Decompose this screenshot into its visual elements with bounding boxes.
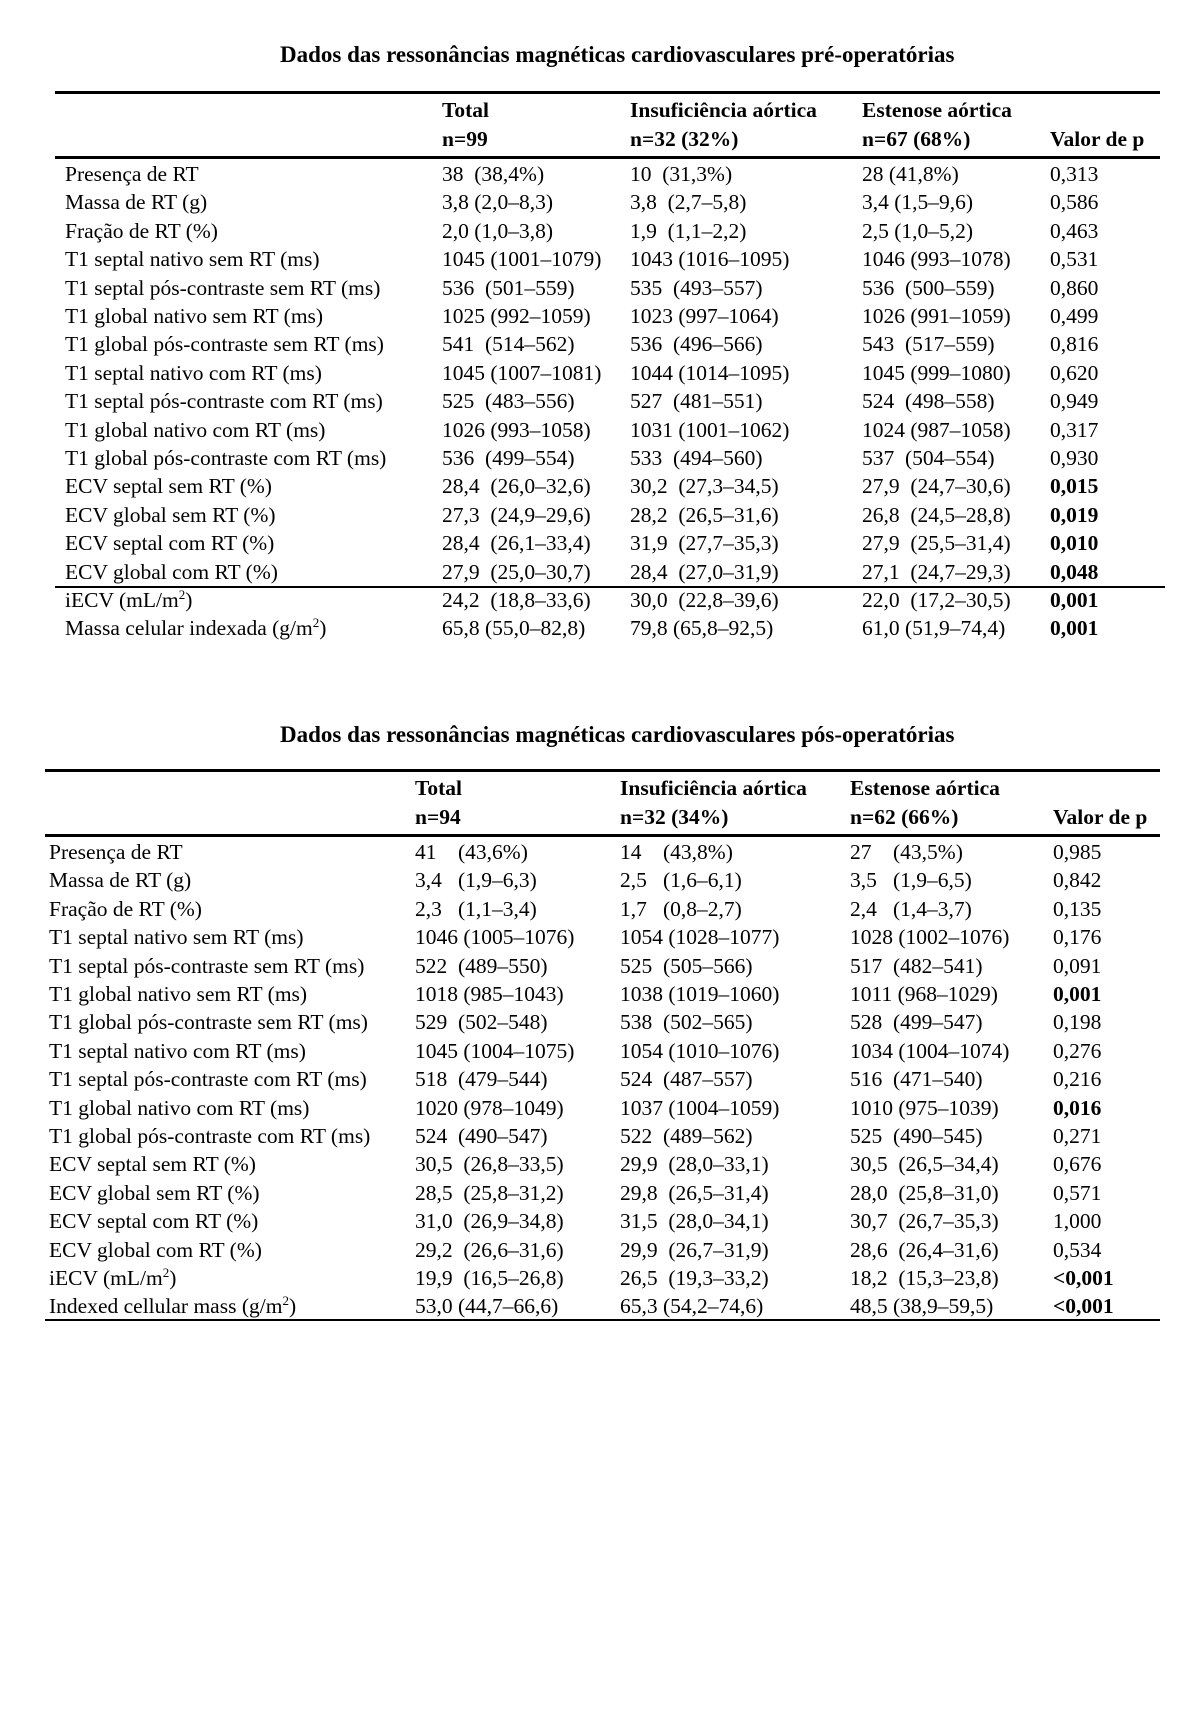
aortic-insufficiency-cell: 536 (496–566) xyxy=(630,332,763,357)
header-aortic-insufficiency-n: n=32 (34%) xyxy=(620,805,729,829)
aortic-stenosis-cell: 30,5 (26,5–34,4) xyxy=(850,1152,999,1177)
aortic-stenosis-cell: 27,9 (25,5–31,4) xyxy=(862,531,1011,556)
table-row xyxy=(0,952,1200,980)
aortic-stenosis-cell: 27,9 (24,7–30,6) xyxy=(862,474,1011,499)
row-label-text: ECV septal com RT (%) xyxy=(65,531,275,556)
aortic-insufficiency-cell: 31,9 (27,7–35,3) xyxy=(630,531,779,556)
table-row xyxy=(0,444,1200,472)
table-row xyxy=(0,245,1200,273)
row-label xyxy=(49,838,183,866)
table-row xyxy=(0,359,1200,387)
aortic-insufficiency-cell: 533 (494–560) xyxy=(630,446,763,470)
aortic-stenosis-cell: 3,5 (1,9–6,5) xyxy=(850,868,972,893)
row-label-text: Fração de RT (%) xyxy=(49,896,202,921)
total-cell: 28,4 (26,1–33,4) xyxy=(442,531,591,556)
top-rule xyxy=(55,91,1160,94)
aortic-stenosis-cell: 525 (490–545) xyxy=(850,1124,983,1148)
p-value-cell: 0,001 xyxy=(1050,588,1099,612)
row-label xyxy=(65,330,384,358)
row-label xyxy=(65,529,274,557)
aortic-stenosis-cell: 537 (504–554) xyxy=(862,446,995,470)
row-label xyxy=(65,416,325,444)
row-label-text: T1 septal nativo sem RT (ms) xyxy=(65,247,320,272)
p-value-cell: 0,198 xyxy=(1053,1010,1102,1035)
total-cell: 2,3 (1,1–3,4) xyxy=(415,896,537,921)
row-label-text: Indexed cellular mass (g/m xyxy=(49,1294,283,1319)
aortic-stenosis-cell: 48,5 (38,9–59,5) xyxy=(850,1294,994,1319)
table-row xyxy=(0,416,1200,444)
aortic-stenosis-cell: 3,4 (1,5–9,6) xyxy=(862,190,974,215)
row-label xyxy=(65,586,192,614)
header-p-value: Valor de p xyxy=(1053,805,1148,829)
table-row xyxy=(0,586,1200,614)
row-label-text: ECV global com RT (%) xyxy=(65,559,278,584)
header-total-n: n=94 xyxy=(415,805,461,829)
total-cell: 2,0 (1,0–3,8) xyxy=(442,218,554,243)
row-label xyxy=(49,895,202,923)
aortic-insufficiency-cell: 3,8 (2,7–5,8) xyxy=(630,190,747,215)
header-aortic-stenosis: Estenose aórtica xyxy=(862,98,1012,122)
row-label-text: T1 septal pós-contraste sem RT (ms) xyxy=(49,953,365,978)
table-row xyxy=(0,529,1200,557)
aortic-insufficiency-cell: 29,9 (28,0–33,1) xyxy=(620,1152,769,1177)
row-label xyxy=(49,1094,309,1122)
row-label xyxy=(49,1008,368,1036)
aortic-stenosis-cell: 1011 (968–1029) xyxy=(850,982,998,1006)
p-value-cell: 0,463 xyxy=(1050,218,1099,243)
p-value-cell: 0,016 xyxy=(1053,1095,1102,1120)
aortic-insufficiency-cell: 65,3 (54,2–74,6) xyxy=(620,1294,764,1319)
top-rule xyxy=(45,769,1160,772)
p-value-cell: 0,313 xyxy=(1050,162,1099,186)
aortic-insufficiency-cell: 28,4 (27,0–31,9) xyxy=(630,559,779,584)
row-label-text: T1 septal pós-contraste com RT (ms) xyxy=(65,389,383,414)
row-label xyxy=(49,1179,260,1207)
p-value-cell: 0,001 xyxy=(1050,616,1099,641)
table-row xyxy=(0,274,1200,302)
total-cell: 41 (43,6%) xyxy=(415,840,528,864)
total-cell: 524 (490–547) xyxy=(415,1124,548,1148)
row-label xyxy=(49,980,307,1008)
aortic-stenosis-cell: 27,1 (24,7–29,3) xyxy=(862,559,1011,584)
header-rule xyxy=(45,834,1160,837)
row-label-text: iECV (mL/m xyxy=(65,588,179,612)
total-cell: 518 (479–544) xyxy=(415,1067,548,1092)
row-label-superscript: 2 xyxy=(282,1293,289,1309)
table-row xyxy=(0,895,1200,923)
table-row xyxy=(0,387,1200,415)
aortic-insufficiency-cell: 1037 (1004–1059) xyxy=(620,1095,780,1120)
aortic-insufficiency-cell: 26,5 (19,3–33,2) xyxy=(620,1266,769,1290)
row-label-text: T1 global nativo com RT (ms) xyxy=(49,1095,310,1120)
row-label xyxy=(65,558,278,586)
aortic-stenosis-cell: 517 (482–541) xyxy=(850,953,983,978)
total-cell: 65,8 (55,0–82,8) xyxy=(442,616,586,641)
total-cell: 522 (489–550) xyxy=(415,953,548,978)
total-cell: 24,2 (18,8–33,6) xyxy=(442,588,591,612)
p-value-cell: 0,816 xyxy=(1050,332,1099,357)
aortic-insufficiency-cell: 1043 (1016–1095) xyxy=(630,247,790,272)
table-row xyxy=(0,1094,1200,1122)
p-value-cell: 0,001 xyxy=(1053,982,1102,1006)
header-aortic-insufficiency: Insuficiência aórtica xyxy=(630,98,817,122)
row-label xyxy=(49,1150,256,1178)
table-row xyxy=(0,1037,1200,1065)
table-row xyxy=(0,188,1200,216)
aortic-stenosis-cell: 1046 (993–1078) xyxy=(862,247,1011,272)
row-label-text: T1 global nativo sem RT (ms) xyxy=(65,304,324,328)
aortic-stenosis-cell: 1034 (1004–1074) xyxy=(850,1038,1010,1063)
total-cell: 3,8 (2,0–8,3) xyxy=(442,190,554,215)
aortic-insufficiency-cell: 28,2 (26,5–31,6) xyxy=(630,502,779,527)
row-label-text: T1 septal nativo sem RT (ms) xyxy=(49,925,304,950)
table-row xyxy=(0,217,1200,245)
aortic-stenosis-cell: 28,0 (25,8–31,0) xyxy=(850,1180,999,1205)
row-label-tail: ) xyxy=(169,1266,177,1290)
p-value-cell: 0,271 xyxy=(1053,1124,1102,1148)
table-row xyxy=(0,160,1200,188)
aortic-stenosis-cell: 26,8 (24,5–28,8) xyxy=(862,502,1011,527)
header-aortic-insufficiency: Insuficiência aórtica xyxy=(620,776,807,800)
row-label-tail: ) xyxy=(288,1294,297,1319)
p-value-cell: 0,860 xyxy=(1050,275,1099,300)
bottom-rule xyxy=(55,586,1165,588)
total-cell: 28,5 (25,8–31,2) xyxy=(415,1180,564,1205)
row-label xyxy=(49,1264,176,1292)
row-label xyxy=(49,1065,367,1093)
table-row xyxy=(0,838,1200,866)
p-value-cell: 1,000 xyxy=(1053,1209,1102,1234)
p-value-cell: 0,176 xyxy=(1053,925,1102,950)
total-cell: 541 (514–562) xyxy=(442,332,575,357)
total-cell: 536 (499–554) xyxy=(442,446,575,470)
p-value-cell: 0,019 xyxy=(1050,502,1099,527)
p-value-cell: 0,015 xyxy=(1050,474,1099,499)
p-value-cell: 0,571 xyxy=(1053,1180,1102,1205)
row-label xyxy=(49,952,364,980)
row-label xyxy=(65,472,272,500)
total-cell: 53,0 (44,7–66,6) xyxy=(415,1294,559,1319)
aortic-stenosis-cell: 516 (471–540) xyxy=(850,1067,983,1092)
total-cell: 536 (501–559) xyxy=(442,275,575,300)
row-label-text: T1 global nativo sem RT (ms) xyxy=(49,982,308,1006)
row-label-text: T1 global pós-contraste sem RT (ms) xyxy=(65,332,384,357)
total-cell: 27,9 (25,0–30,7) xyxy=(442,559,591,584)
aortic-insufficiency-cell: 1054 (1028–1077) xyxy=(620,925,780,950)
bottom-rule xyxy=(45,1319,1160,1321)
row-label-superscript: 2 xyxy=(162,1265,170,1280)
header-aortic-stenosis-n: n=67 (68%) xyxy=(862,127,971,151)
p-value-cell: <0,001 xyxy=(1053,1266,1114,1290)
table-row xyxy=(0,614,1200,642)
aortic-stenosis-cell: 22,0 (17,2–30,5) xyxy=(862,588,1011,612)
row-label xyxy=(65,274,380,302)
total-cell: 27,3 (24,9–29,6) xyxy=(442,502,591,527)
table-row xyxy=(0,1207,1200,1235)
p-value-cell: 0,048 xyxy=(1050,559,1099,584)
row-label-text: ECV global com RT (%) xyxy=(49,1237,262,1262)
total-cell: 28,4 (26,0–32,6) xyxy=(442,474,591,499)
aortic-insufficiency-cell: 538 (502–565) xyxy=(620,1010,753,1035)
row-label-text: Massa de RT (g) xyxy=(49,868,192,893)
aortic-insufficiency-cell: 31,5 (28,0–34,1) xyxy=(620,1209,769,1234)
table-row xyxy=(0,1150,1200,1178)
row-label xyxy=(65,444,386,472)
p-value-cell: 0,586 xyxy=(1050,190,1099,215)
row-label xyxy=(49,1037,306,1065)
aortic-insufficiency-cell: 14 (43,8%) xyxy=(620,840,733,864)
header-aortic-stenosis-n: n=62 (66%) xyxy=(850,805,959,829)
aortic-stenosis-cell: 543 (517–559) xyxy=(862,332,995,357)
row-label-text: ECV septal sem RT (%) xyxy=(65,474,272,499)
table-title: Dados das ressonâncias magnéticas cardiovasculares pós-operatórias xyxy=(280,722,955,747)
row-label-text: T1 septal nativo com RT (ms) xyxy=(65,360,322,385)
table-row xyxy=(0,302,1200,330)
row-label xyxy=(49,1292,296,1320)
row-label xyxy=(49,1236,262,1264)
p-value-cell: 0,842 xyxy=(1053,868,1102,893)
header-total: Total xyxy=(442,98,489,122)
total-cell: 31,0 (26,9–34,8) xyxy=(415,1209,564,1234)
aortic-insufficiency-cell: 1044 (1014–1095) xyxy=(630,360,790,385)
row-label xyxy=(65,245,319,273)
aortic-insufficiency-cell: 1,7 (0,8–2,7) xyxy=(620,896,742,921)
table-row xyxy=(0,472,1200,500)
header-rule xyxy=(55,156,1160,159)
total-cell: 1020 (978–1049) xyxy=(415,1095,564,1120)
aortic-insufficiency-cell: 1023 (997–1064) xyxy=(630,304,779,328)
p-value-cell: 0,135 xyxy=(1053,896,1102,921)
row-label-tail: ) xyxy=(319,616,327,641)
row-label-text: ECV global sem RT (%) xyxy=(65,502,276,527)
row-label-superscript: 2 xyxy=(312,615,320,631)
p-value-cell: 0,317 xyxy=(1050,417,1099,442)
row-label-text: Presença de RT xyxy=(49,840,183,864)
aortic-stenosis-cell: 1045 (999–1080) xyxy=(862,360,1011,385)
table-row xyxy=(0,1236,1200,1264)
row-label-text: Presença de RT xyxy=(65,162,199,186)
aortic-stenosis-cell: 528 (499–547) xyxy=(850,1010,983,1035)
aortic-insufficiency-cell: 1,9 (1,1–2,2) xyxy=(630,218,747,243)
row-label-text: T1 global pós-contraste com RT (ms) xyxy=(49,1124,371,1148)
row-label-text: iECV (mL/m xyxy=(49,1266,163,1290)
aortic-stenosis-cell: 2,5 (1,0–5,2) xyxy=(862,218,974,243)
aortic-stenosis-cell: 536 (500–559) xyxy=(862,275,995,300)
row-label-text: ECV septal com RT (%) xyxy=(49,1209,259,1234)
table-row xyxy=(0,558,1200,586)
aortic-stenosis-cell: 27 (43,5%) xyxy=(850,840,963,864)
aortic-stenosis-cell: 30,7 (26,7–35,3) xyxy=(850,1209,999,1234)
header-p-value: Valor de p xyxy=(1050,127,1145,151)
aortic-insufficiency-cell: 2,5 (1,6–6,1) xyxy=(620,868,742,893)
header-total: Total xyxy=(415,776,462,800)
row-label-text: ECV global sem RT (%) xyxy=(49,1180,260,1205)
aortic-insufficiency-cell: 522 (489–562) xyxy=(620,1124,753,1148)
p-value-cell: 0,499 xyxy=(1050,304,1099,328)
aortic-stenosis-cell: 18,2 (15,3–23,8) xyxy=(850,1266,999,1290)
p-value-cell: 0,010 xyxy=(1050,531,1099,556)
total-cell: 1026 (993–1058) xyxy=(442,417,591,442)
aortic-stenosis-cell: 524 (498–558) xyxy=(862,389,995,414)
row-label xyxy=(49,923,303,951)
row-label xyxy=(49,1122,370,1150)
row-label xyxy=(65,188,207,216)
total-cell: 1045 (1001–1079) xyxy=(442,247,602,272)
row-label xyxy=(65,160,199,188)
row-label xyxy=(65,614,326,642)
table-row xyxy=(0,923,1200,951)
aortic-insufficiency-cell: 525 (505–566) xyxy=(620,953,753,978)
total-cell: 29,2 (26,6–31,6) xyxy=(415,1237,564,1262)
table-row xyxy=(0,1065,1200,1093)
row-label-text: T1 septal pós-contraste sem RT (ms) xyxy=(65,275,381,300)
table-row xyxy=(0,1179,1200,1207)
row-label xyxy=(65,387,383,415)
row-label-text: T1 global nativo com RT (ms) xyxy=(65,417,326,442)
p-value-cell: 0,620 xyxy=(1050,360,1099,385)
row-label-text: Fração de RT (%) xyxy=(65,218,218,243)
total-cell: 19,9 (16,5–26,8) xyxy=(415,1266,564,1290)
aortic-insufficiency-cell: 524 (487–557) xyxy=(620,1067,753,1092)
row-label-text: T1 septal nativo com RT (ms) xyxy=(49,1038,306,1063)
p-value-cell: 0,091 xyxy=(1053,953,1102,978)
table-row xyxy=(0,866,1200,894)
row-label-text: T1 global pós-contraste com RT (ms) xyxy=(65,446,387,470)
header-aortic-insufficiency-n: n=32 (32%) xyxy=(630,127,739,151)
row-label-superscript: 2 xyxy=(178,587,186,602)
aortic-insufficiency-cell: 10 (31,3%) xyxy=(630,162,733,186)
total-cell: 30,5 (26,8–33,5) xyxy=(415,1152,564,1177)
aortic-stenosis-cell: 1028 (1002–1076) xyxy=(850,925,1010,950)
p-value-cell: 0,531 xyxy=(1050,247,1099,272)
aortic-stenosis-cell: 2,4 (1,4–3,7) xyxy=(850,896,972,921)
aortic-stenosis-cell: 61,0 (51,9–74,4) xyxy=(862,616,1006,641)
aortic-stenosis-cell: 1026 (991–1059) xyxy=(862,304,1011,328)
p-value-cell: 0,216 xyxy=(1053,1067,1102,1092)
row-label xyxy=(65,359,322,387)
row-label xyxy=(65,302,323,330)
total-cell: 525 (483–556) xyxy=(442,389,575,414)
aortic-insufficiency-cell: 535 (493–557) xyxy=(630,275,763,300)
table-row xyxy=(0,980,1200,1008)
row-label-text: ECV septal sem RT (%) xyxy=(49,1152,256,1177)
aortic-insufficiency-cell: 527 (481–551) xyxy=(630,389,763,414)
row-label xyxy=(49,866,191,894)
table-title: Dados das ressonâncias magnéticas cardiovasculares pré-operatórias xyxy=(280,42,955,67)
total-cell: 1046 (1005–1076) xyxy=(415,925,575,950)
aortic-insufficiency-cell: 29,9 (26,7–31,9) xyxy=(620,1237,769,1262)
total-cell: 3,4 (1,9–6,3) xyxy=(415,868,537,893)
aortic-stenosis-cell: 1010 (975–1039) xyxy=(850,1095,999,1120)
table-row xyxy=(0,1292,1200,1320)
aortic-insufficiency-cell: 30,2 (27,3–34,5) xyxy=(630,474,779,499)
aortic-insufficiency-cell: 79,8 (65,8–92,5) xyxy=(630,616,774,641)
row-label xyxy=(65,501,276,529)
total-cell: 1045 (1004–1075) xyxy=(415,1038,575,1063)
p-value-cell: 0,985 xyxy=(1053,840,1102,864)
aortic-stenosis-cell: 28,6 (26,4–31,6) xyxy=(850,1237,999,1262)
aortic-stenosis-cell: 1024 (987–1058) xyxy=(862,417,1011,442)
total-cell: 1045 (1007–1081) xyxy=(442,360,602,385)
p-value-cell: 0,930 xyxy=(1050,446,1099,470)
aortic-insufficiency-cell: 30,0 (22,8–39,6) xyxy=(630,588,779,612)
row-label-text: T1 global pós-contraste sem RT (ms) xyxy=(49,1010,368,1035)
table-row xyxy=(0,1008,1200,1036)
total-cell: 529 (502–548) xyxy=(415,1010,548,1035)
aortic-insufficiency-cell: 1038 (1019–1060) xyxy=(620,982,780,1006)
total-cell: 38 (38,4%) xyxy=(442,162,545,186)
total-cell: 1018 (985–1043) xyxy=(415,982,564,1006)
p-value-cell: 0,676 xyxy=(1053,1152,1102,1177)
p-value-cell: 0,534 xyxy=(1053,1237,1102,1262)
aortic-stenosis-cell: 28 (41,8%) xyxy=(862,162,959,186)
p-value-cell: <0,001 xyxy=(1053,1294,1114,1319)
p-value-cell: 0,949 xyxy=(1050,389,1099,414)
row-label-tail: ) xyxy=(185,588,193,612)
row-label-text: Massa de RT (g) xyxy=(65,190,208,215)
aortic-insufficiency-cell: 29,8 (26,5–31,4) xyxy=(620,1180,769,1205)
table-row xyxy=(0,501,1200,529)
row-label-text: T1 septal pós-contraste com RT (ms) xyxy=(49,1067,367,1092)
table-row xyxy=(0,1264,1200,1292)
aortic-insufficiency-cell: 1054 (1010–1076) xyxy=(620,1038,780,1063)
total-cell: 1025 (992–1059) xyxy=(442,304,591,328)
row-label-text: Massa celular indexada (g/m xyxy=(65,616,313,641)
header-aortic-stenosis: Estenose aórtica xyxy=(850,776,1000,800)
header-total-n: n=99 xyxy=(442,127,488,151)
table-row xyxy=(0,330,1200,358)
aortic-insufficiency-cell: 1031 (1001–1062) xyxy=(630,417,790,442)
table-row xyxy=(0,1122,1200,1150)
row-label xyxy=(49,1207,258,1235)
p-value-cell: 0,276 xyxy=(1053,1038,1102,1063)
row-label xyxy=(65,217,218,245)
